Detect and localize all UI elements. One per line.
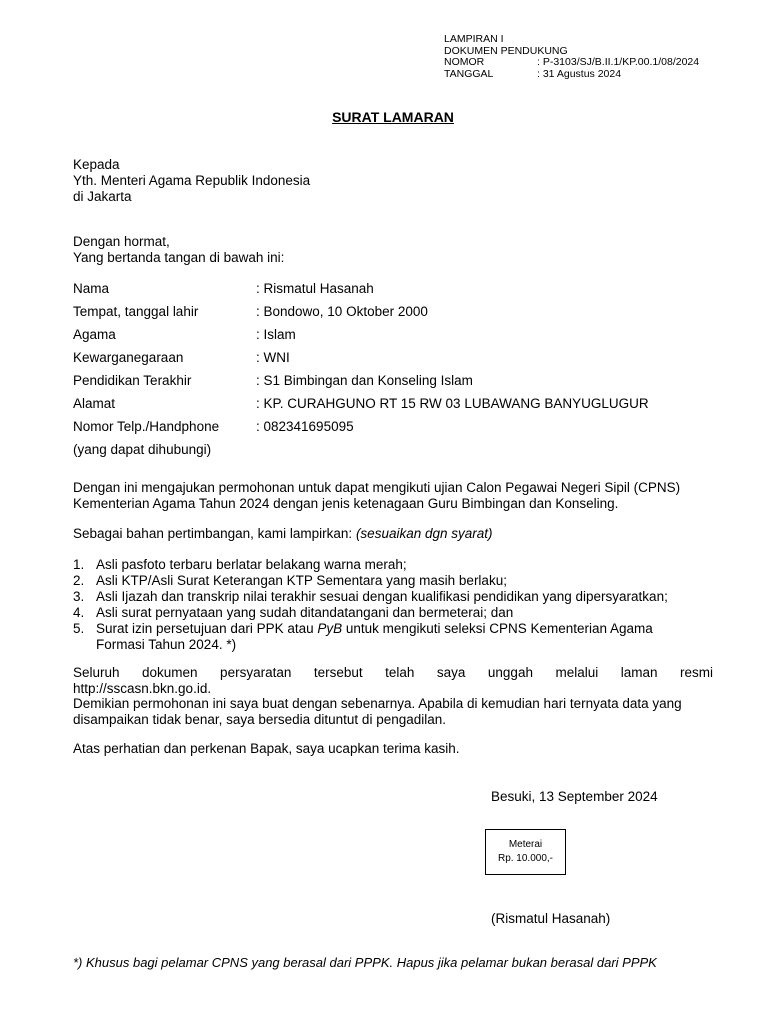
closing-line: Atas perhatian dan perkenan Bapak, saya ucapkan terima kasih. bbox=[73, 741, 460, 756]
recipient-block bbox=[73, 157, 713, 205]
list-item-number: 2. bbox=[73, 573, 85, 588]
field-row-birth bbox=[73, 304, 428, 320]
declaration-paragraph bbox=[73, 696, 713, 728]
field-value: : WNI bbox=[256, 350, 290, 365]
list-item-number: 5. bbox=[73, 621, 85, 636]
attachments-intro-text: Sebagai bahan pertimbangan, kami lampirkan: bbox=[73, 526, 353, 541]
footnote: *) Khusus bagi pelamar CPNS yang berasal dari PPPK. Hapus jika pelamar bukan berasal dari PPPK bbox=[73, 955, 657, 970]
letter-title: SURAT LAMARAN bbox=[332, 109, 454, 125]
phone-note bbox=[73, 442, 211, 458]
field-row-phone bbox=[73, 419, 354, 435]
application-paragraph bbox=[73, 480, 713, 512]
declaration-line-1: Demikian permohonan ini saya buat dengan sebenarnya. Apabila di kemudian hari ternyata data yang bbox=[73, 696, 682, 711]
list-item bbox=[73, 621, 713, 653]
header-number-label: NOMOR bbox=[444, 56, 485, 68]
requirement5-italic: PyB bbox=[317, 621, 343, 636]
list-item-text: Asli Ijazah dan transkrip nilai terakhir sesuai dengan kualifikasi pendidikan yang dipersyaratkan; bbox=[96, 589, 668, 604]
greeting-line-2: Yang bertanda tangan di bawah ini: bbox=[73, 250, 285, 265]
list-item-number: 4. bbox=[73, 605, 85, 620]
recipient-line-1: Kepada bbox=[73, 157, 120, 172]
field-label: Agama bbox=[73, 327, 116, 342]
list-item bbox=[73, 589, 713, 605]
phone-note-text: (yang dapat dihubungi) bbox=[73, 442, 212, 457]
requirements-list bbox=[73, 557, 713, 653]
field-value: : KP. CURAHGUNO RT 15 RW 03 LUBAWANG BANYUGLUGUR bbox=[256, 396, 649, 411]
stamp-box bbox=[485, 829, 566, 875]
field-label: Tempat, tanggal lahir bbox=[73, 304, 199, 319]
header-date-row bbox=[444, 69, 699, 81]
field-row-address bbox=[73, 396, 649, 412]
field-row-religion bbox=[73, 327, 296, 343]
signature-name: (Rismatul Hasanah) bbox=[491, 911, 611, 926]
requirement5-part1: Surat izin persetujuan dari PPK atau bbox=[96, 621, 318, 636]
field-label: Alamat bbox=[73, 396, 116, 411]
header-date-label: TANGGAL bbox=[444, 67, 494, 80]
list-item-text: Asli KTP/Asli Surat Keterangan KTP Sementara yang masih berlaku; bbox=[96, 573, 507, 588]
recipient-line-3: di Jakarta bbox=[73, 189, 132, 204]
application-line-2: Kementerian Agama Tahun 2024 dengan jenis ketenagaan Guru Bimbingan dan Konseling. bbox=[73, 496, 619, 511]
header-number-row bbox=[444, 57, 699, 69]
field-value: : 082341695095 bbox=[256, 419, 354, 434]
field-value: : Bondowo, 10 Oktober 2000 bbox=[256, 304, 428, 319]
header-number-value: : P-3103/SJ/B.II.1/KP.00.1/08/2024 bbox=[537, 56, 700, 68]
header-attachment-label: LAMPIRAN I bbox=[444, 33, 504, 45]
place-date: Besuki, 13 September 2024 bbox=[491, 789, 658, 804]
field-row-citizenship bbox=[73, 350, 290, 366]
list-item bbox=[73, 605, 713, 621]
requirement5-line2: Formasi Tahun 2024. *) bbox=[96, 637, 237, 652]
stamp-label: Meterai bbox=[508, 839, 543, 850]
header-document-label: DOKUMEN PENDUKUNG bbox=[444, 44, 568, 57]
field-value: : Rismatul Hasanah bbox=[256, 281, 374, 296]
stamp-amount: Rp. 10.000,- bbox=[497, 853, 554, 864]
greeting-line-1: Dengan hormat, bbox=[73, 234, 170, 249]
upload-line-1: Seluruh dokumen persyaratan tersebut telah saya unggah melalui laman resmi bbox=[73, 665, 713, 680]
attachments-intro bbox=[73, 526, 713, 542]
field-label: Nomor Telp./Handphone bbox=[73, 419, 220, 434]
field-value: : Islam bbox=[256, 327, 296, 342]
list-item bbox=[73, 557, 713, 573]
list-item-text bbox=[96, 621, 713, 653]
greeting-block bbox=[73, 234, 713, 266]
list-item-text: Asli surat pernyataan yang sudah ditandatangani dan bermeterai; dan bbox=[96, 605, 514, 620]
requirement5-part2: untuk mengikuti seleksi CPNS Kementerian Agama bbox=[342, 621, 653, 636]
field-label: Nama bbox=[73, 281, 110, 296]
attachments-note: (sesuaikan dgn syarat) bbox=[355, 526, 493, 541]
list-item-number: 1. bbox=[73, 557, 85, 572]
header-date-value: : 31 Agustus 2024 bbox=[537, 67, 622, 80]
field-label: Pendidikan Terakhir bbox=[73, 373, 192, 388]
list-item-number: 3. bbox=[73, 589, 85, 604]
upload-paragraph bbox=[73, 665, 713, 697]
application-line-1: Dengan ini mengajukan permohonan untuk dapat mengikuti ujian Calon Pegawai Negeri Sipil (CPNS) bbox=[73, 480, 681, 495]
field-row-name bbox=[73, 281, 374, 297]
upload-link: http://sscasn.bkn.go.id. bbox=[73, 681, 212, 696]
recipient-line-2: Yth. Menteri Agama Republik Indonesia bbox=[73, 173, 311, 188]
declaration-line-2: disampaikan tidak benar, saya bersedia dituntut di pengadilan. bbox=[73, 712, 447, 727]
field-label: Kewarganegaraan bbox=[73, 350, 184, 365]
field-row-education bbox=[73, 373, 473, 389]
document-header bbox=[444, 34, 699, 80]
field-value: : S1 Bimbingan dan Konseling Islam bbox=[256, 373, 473, 388]
list-item bbox=[73, 573, 713, 589]
list-item-text: Asli pasfoto terbaru berlatar belakang warna merah; bbox=[96, 557, 407, 572]
